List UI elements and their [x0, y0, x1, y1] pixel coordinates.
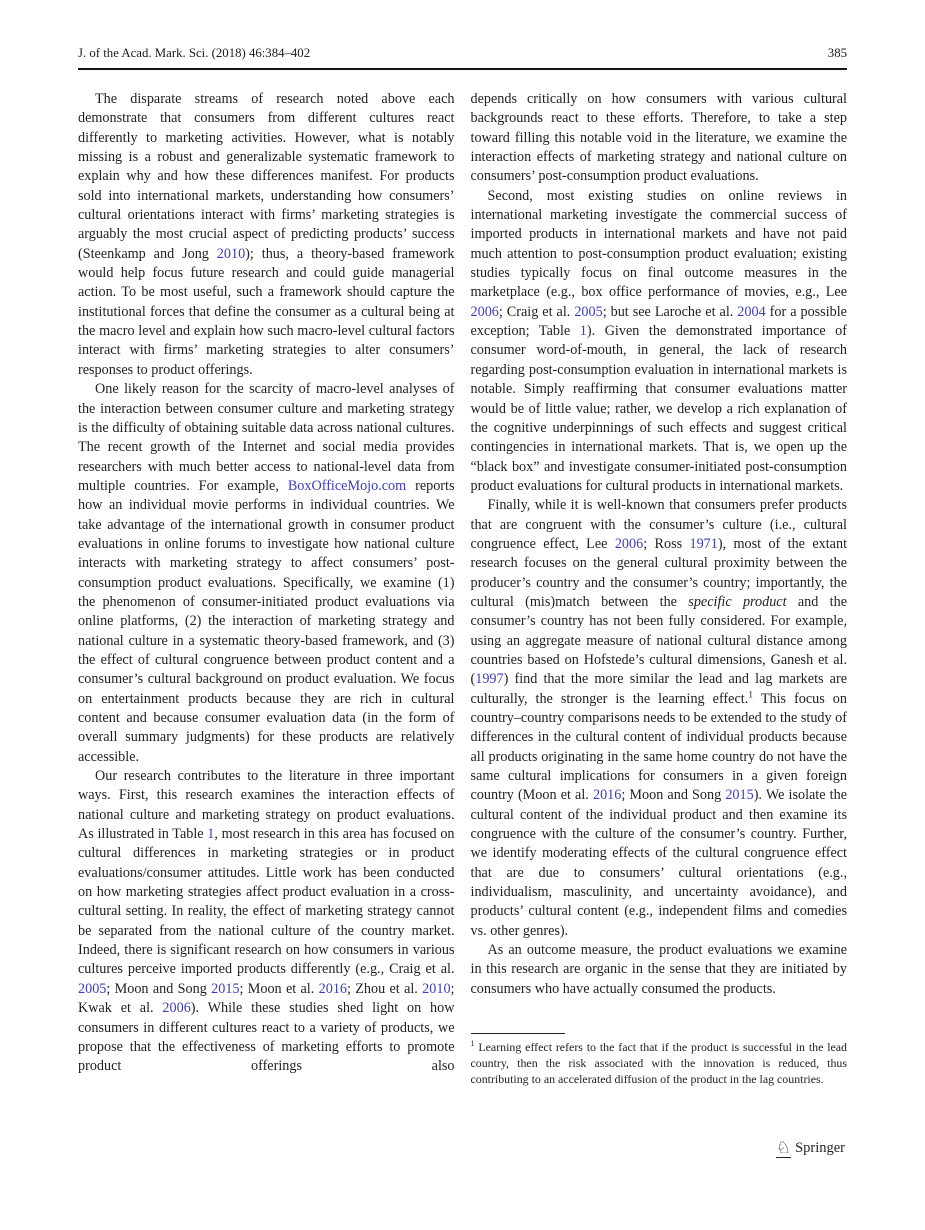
body-text: ). While these studies shed light on how consumers in different cultures react to a variety of products, we propose that the effectiveness of marketing efforts to promote product offerings also — [78, 1000, 455, 1075]
citation-link[interactable]: 2010 — [216, 245, 246, 262]
body-text: ); thus, a theory-based framework would help focus future research and could guide managerial action. To be most useful, such a framework should capture the institutional forces that define the consumer as a cultural being at the macro level and explain how such macro-level cultural factors interact with firms’ marketing strategies to alter consumers’ responses to product offerings. — [78, 245, 455, 378]
citation-link[interactable]: 2016 — [318, 980, 347, 997]
citation-link[interactable]: 1 — [579, 323, 587, 340]
page-header — [78, 46, 847, 70]
article-body — [78, 90, 847, 1088]
paragraph — [78, 767, 455, 1077]
body-text: reports how an individual movie performs in individual countries. We take advantage of the international growth in consumer product evaluations in online forums to investigate how national culture interacts with marketing strategy to affect consumers’ post-consumption product evaluations. Specifically, we examine (1) the phenomenon of consumer-initiated product evaluations via online platforms, (2) the interaction of marketing strategy and national culture in a systematic theory-based framework, and (3) the effect of cultural congruence between product content and a consumer’s cultural background on product evaluation. We focus on entertainment products because they are rich in cultural content and because consumer evaluation data (in the form of overall summary judgments) for these products are relatively accessible. — [78, 477, 455, 765]
body-text: ). Given the demonstrated importance of consumer word-of-mouth, in general, the lack of research regarding post-consumption evaluation in international markets is notable. Simply reaffirming that consumer evaluations matter would be of little value; rather, we develop a rich explanation of the cognitive underpinnings of such effects and suggest critical contingencies in international markets. That is, we open up the “black box” and investigate consumer-initiated post-consumption product evaluations for cultural products in international markets. — [470, 323, 848, 494]
body-text: ; Kwak et al. — [78, 980, 455, 1017]
paragraph — [471, 187, 848, 497]
page-number: 385 — [827, 46, 847, 60]
body-text: ; Zhou et al. — [347, 980, 423, 997]
citation-link[interactable]: 1 — [207, 826, 215, 843]
body-text: As an outcome measure, the product evaluations we examine in this research are organic in the sense that they are initiated by consumers who have actually consumed the products. — [470, 942, 847, 997]
springer-logo — [776, 1139, 845, 1158]
footnote-marker: 1 — [470, 1039, 475, 1049]
body-text: and the consumer’s country has not been fully considered. For example, using an aggregate measure of national cultural distance among countries based on Hofstede’s cultural dimensions, Ganesh et al. ( — [470, 593, 847, 688]
chess-knight-icon: ♘ — [775, 1138, 792, 1157]
body-text: , most research in this area has focused on cultural differences in marketing strategies or in product evaluations/consumer attitudes. Little work has been conducted on how marketing strategies affect product evaluation in a cross-cultural setting. In reality, the effect of marketing strategy cannot be separated from the national culture of the country market. Indeed, there is significant research on how consumers in various cultures perceive imported products differently (e.g., Craig et al. — [78, 826, 455, 978]
citation-link[interactable]: 2015 — [725, 787, 754, 804]
paragraph — [78, 380, 455, 767]
body-text: for a possible exception; Table — [470, 303, 847, 340]
body-text: One likely reason for the scarcity of macro-level analyses of the interaction between consumer culture and marketing strategy is the difficulty of obtaining suitable data across national cultures. The recent growth of the Internet and social media provides researchers with much better access to national-level data from multiple countries. For example, — [78, 381, 455, 494]
body-text: ; Moon and Song — [621, 787, 726, 804]
citation-link[interactable]: 2006 — [614, 535, 644, 552]
body-text: Our research contributes to the literature in three important ways. First, this research examines the interaction effects of national culture and marketing strategy on product evaluations. As illustrated in Table — [78, 768, 455, 843]
body-text: ) find that the more similar the lead and lag markets are culturally, the stronger is the learning effect. — [470, 671, 847, 707]
footnote-ref[interactable]: 1 — [748, 688, 754, 700]
citation-link[interactable]: 2015 — [211, 980, 240, 997]
paragraph — [471, 941, 848, 999]
journal-reference: J. of the Acad. Mark. Sci. (2018) 46:384–402 — [78, 46, 311, 60]
citation-link[interactable]: BoxOfficeMojo.com — [287, 477, 407, 494]
emphasis-text: specific product — [688, 593, 787, 610]
footnote-body: Learning effect refers to the fact that if the product is successful in the lead country, then the risk associated with the innovation is reduced, thus contributing to an accelerated diffusion of the product in the lag countries. — [470, 1040, 847, 1086]
body-text: This focus on country–country comparisons needs to be extended to the study of differences in the cultural content of individual products because all products originating in the same home country do not have the same cultural implications for consumers in a given foreign country (Moon et al. — [470, 690, 847, 804]
body-text: ; Moon et al. — [239, 980, 319, 997]
paragraph — [78, 90, 455, 380]
paragraph — [471, 90, 848, 187]
body-text: ; Moon and Song — [106, 980, 212, 997]
body-text: ; Craig et al. — [498, 303, 575, 320]
body-text: Second, most existing studies on online reviews in international marketing investigate the commercial success of imported products in international markets and have not paid much attention to post-consumption product evaluation; existing studies typically focus on final outcome measures in the marketplace (e.g., box office performance of movies, e.g., Lee — [470, 187, 847, 301]
footnote-text — [471, 1040, 848, 1088]
right-column — [471, 90, 848, 1088]
citation-link[interactable]: 1997 — [475, 671, 504, 688]
footnote — [471, 1033, 848, 1088]
paragraph — [471, 496, 848, 941]
publisher-name: Springer — [795, 1140, 845, 1156]
citation-link[interactable]: 1971 — [689, 535, 718, 552]
footnote-divider — [471, 1033, 565, 1034]
citation-link[interactable]: 2006 — [470, 303, 499, 320]
body-text: Finally, while it is well-known that consumers prefer products that are congruent with the consumer’s culture (i.e., cultural congruence effect, Lee — [470, 497, 847, 552]
citation-link[interactable]: 2006 — [162, 1000, 191, 1017]
body-text: depends critically on how consumers with various cultural backgrounds react to these efforts. Therefore, to take a step toward filling this notable void in the literature, we examine the interaction effects of marketing strategy and national culture on consumers’ post-consumption product evaluations. — [470, 91, 847, 185]
body-text: ). We isolate the cultural content of the individual product and then examine its congruence with the culture of the consumer’s country. Further, we identify moderating effects of the cultural congruence effect that are due to consumers’ cultural orientations (e.g., individualism, masculinity, and uncertainty avoidance), and products’ cultural content (e.g., independent films and comedies vs. other genres). — [470, 787, 847, 939]
body-text: The disparate streams of research noted above each demonstrate that consumers from different cultures react differently to marketing activities. However, what is notably missing is a robust and generalizable systematic framework to explain why and how these differences manifest. For products sold into international markets, understanding how consumers’ cultural orientations interact with firms’ marketing strategies is arguably the most crucial aspect of predicting products’ success (Steenkamp and Jong — [78, 91, 455, 262]
body-text: ; Ross — [643, 535, 690, 552]
citation-link[interactable]: 2010 — [422, 980, 451, 997]
body-text: ; but see Laroche et al. — [602, 303, 738, 320]
left-column — [78, 90, 455, 1088]
citation-link[interactable]: 2016 — [592, 787, 622, 804]
citation-link[interactable]: 2005 — [574, 303, 603, 320]
citation-link[interactable]: 2005 — [78, 980, 107, 997]
citation-link[interactable]: 2004 — [737, 303, 766, 320]
body-text: ), most of the extant research focuses on the general cultural proximity between the producer’s country and the consumer’s country; importantly, the cultural (mis)match between the — [470, 535, 848, 610]
